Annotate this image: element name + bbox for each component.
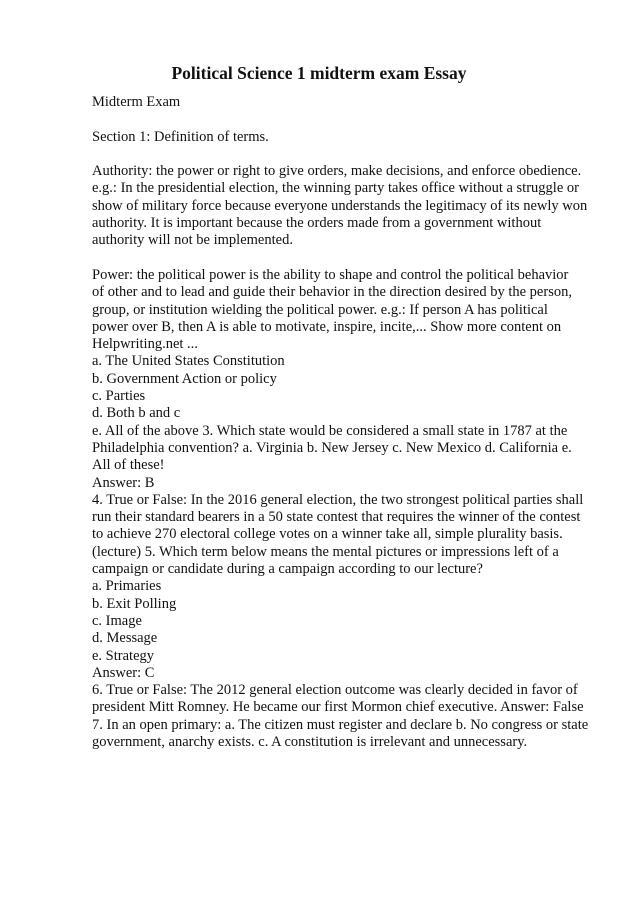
section-heading: Section 1: Definition of terms. <box>92 128 269 145</box>
power-and-questions-paragraph: Power: the political power is the ability to shape and control the political behavior of other and to lead and guide their behavior in the direction desired by the person, group, or institution wielding the political power. e.g.: If person A has political power over B, then A is able to motivate, inspire, incite,... Show more content on Helpwriting.net ... a. The United States Constitution b. Government Action or policy c. Parties d. Both b and c e. All of the above 3. Which state would be considered a small state in 1787 at the Philadelphia convention? a. Virginia b. New Jersey c. New Mexico d. California e. All of these! Answer: B 4. True or False: In the 2016 general election, the two strongest political parties shall run their standard bearers in a 50 state contest that requires the winner of the contest to achieve 270 electoral college votes on a winner take all, simple plurality basis. (lecture) 5. Which term below means the mental pictures or impressions left of a campaign or candidate during a campaign according to our lecture? a. Primaries b. Exit Polling c. Image d. Message e. Strategy Answer: C 6. True or False: The 2012 general election outcome was clearly decided in favor of president Mitt Romney. He became our first Mormon chief executive. Answer: False 7. In an open primary: a. The citizen must register and declare b. No congress or state government, anarchy exists. c. A constitution is irrelevant and unnecessary. <box>92 266 589 750</box>
document-body <box>92 94 602 751</box>
document-title: Political Science 1 midterm exam Essay <box>171 63 467 83</box>
authority-paragraph: Authority: the power or right to give orders, make decisions, and enforce obedience. e.g.: In the presidential election, the winning party takes office without a struggle or show of military force because everyone understands the legitimacy of its newly won authority. It is important because the orders made from a government without authority will not be implemented. <box>92 163 588 249</box>
exam-heading: Midterm Exam <box>92 94 181 110</box>
